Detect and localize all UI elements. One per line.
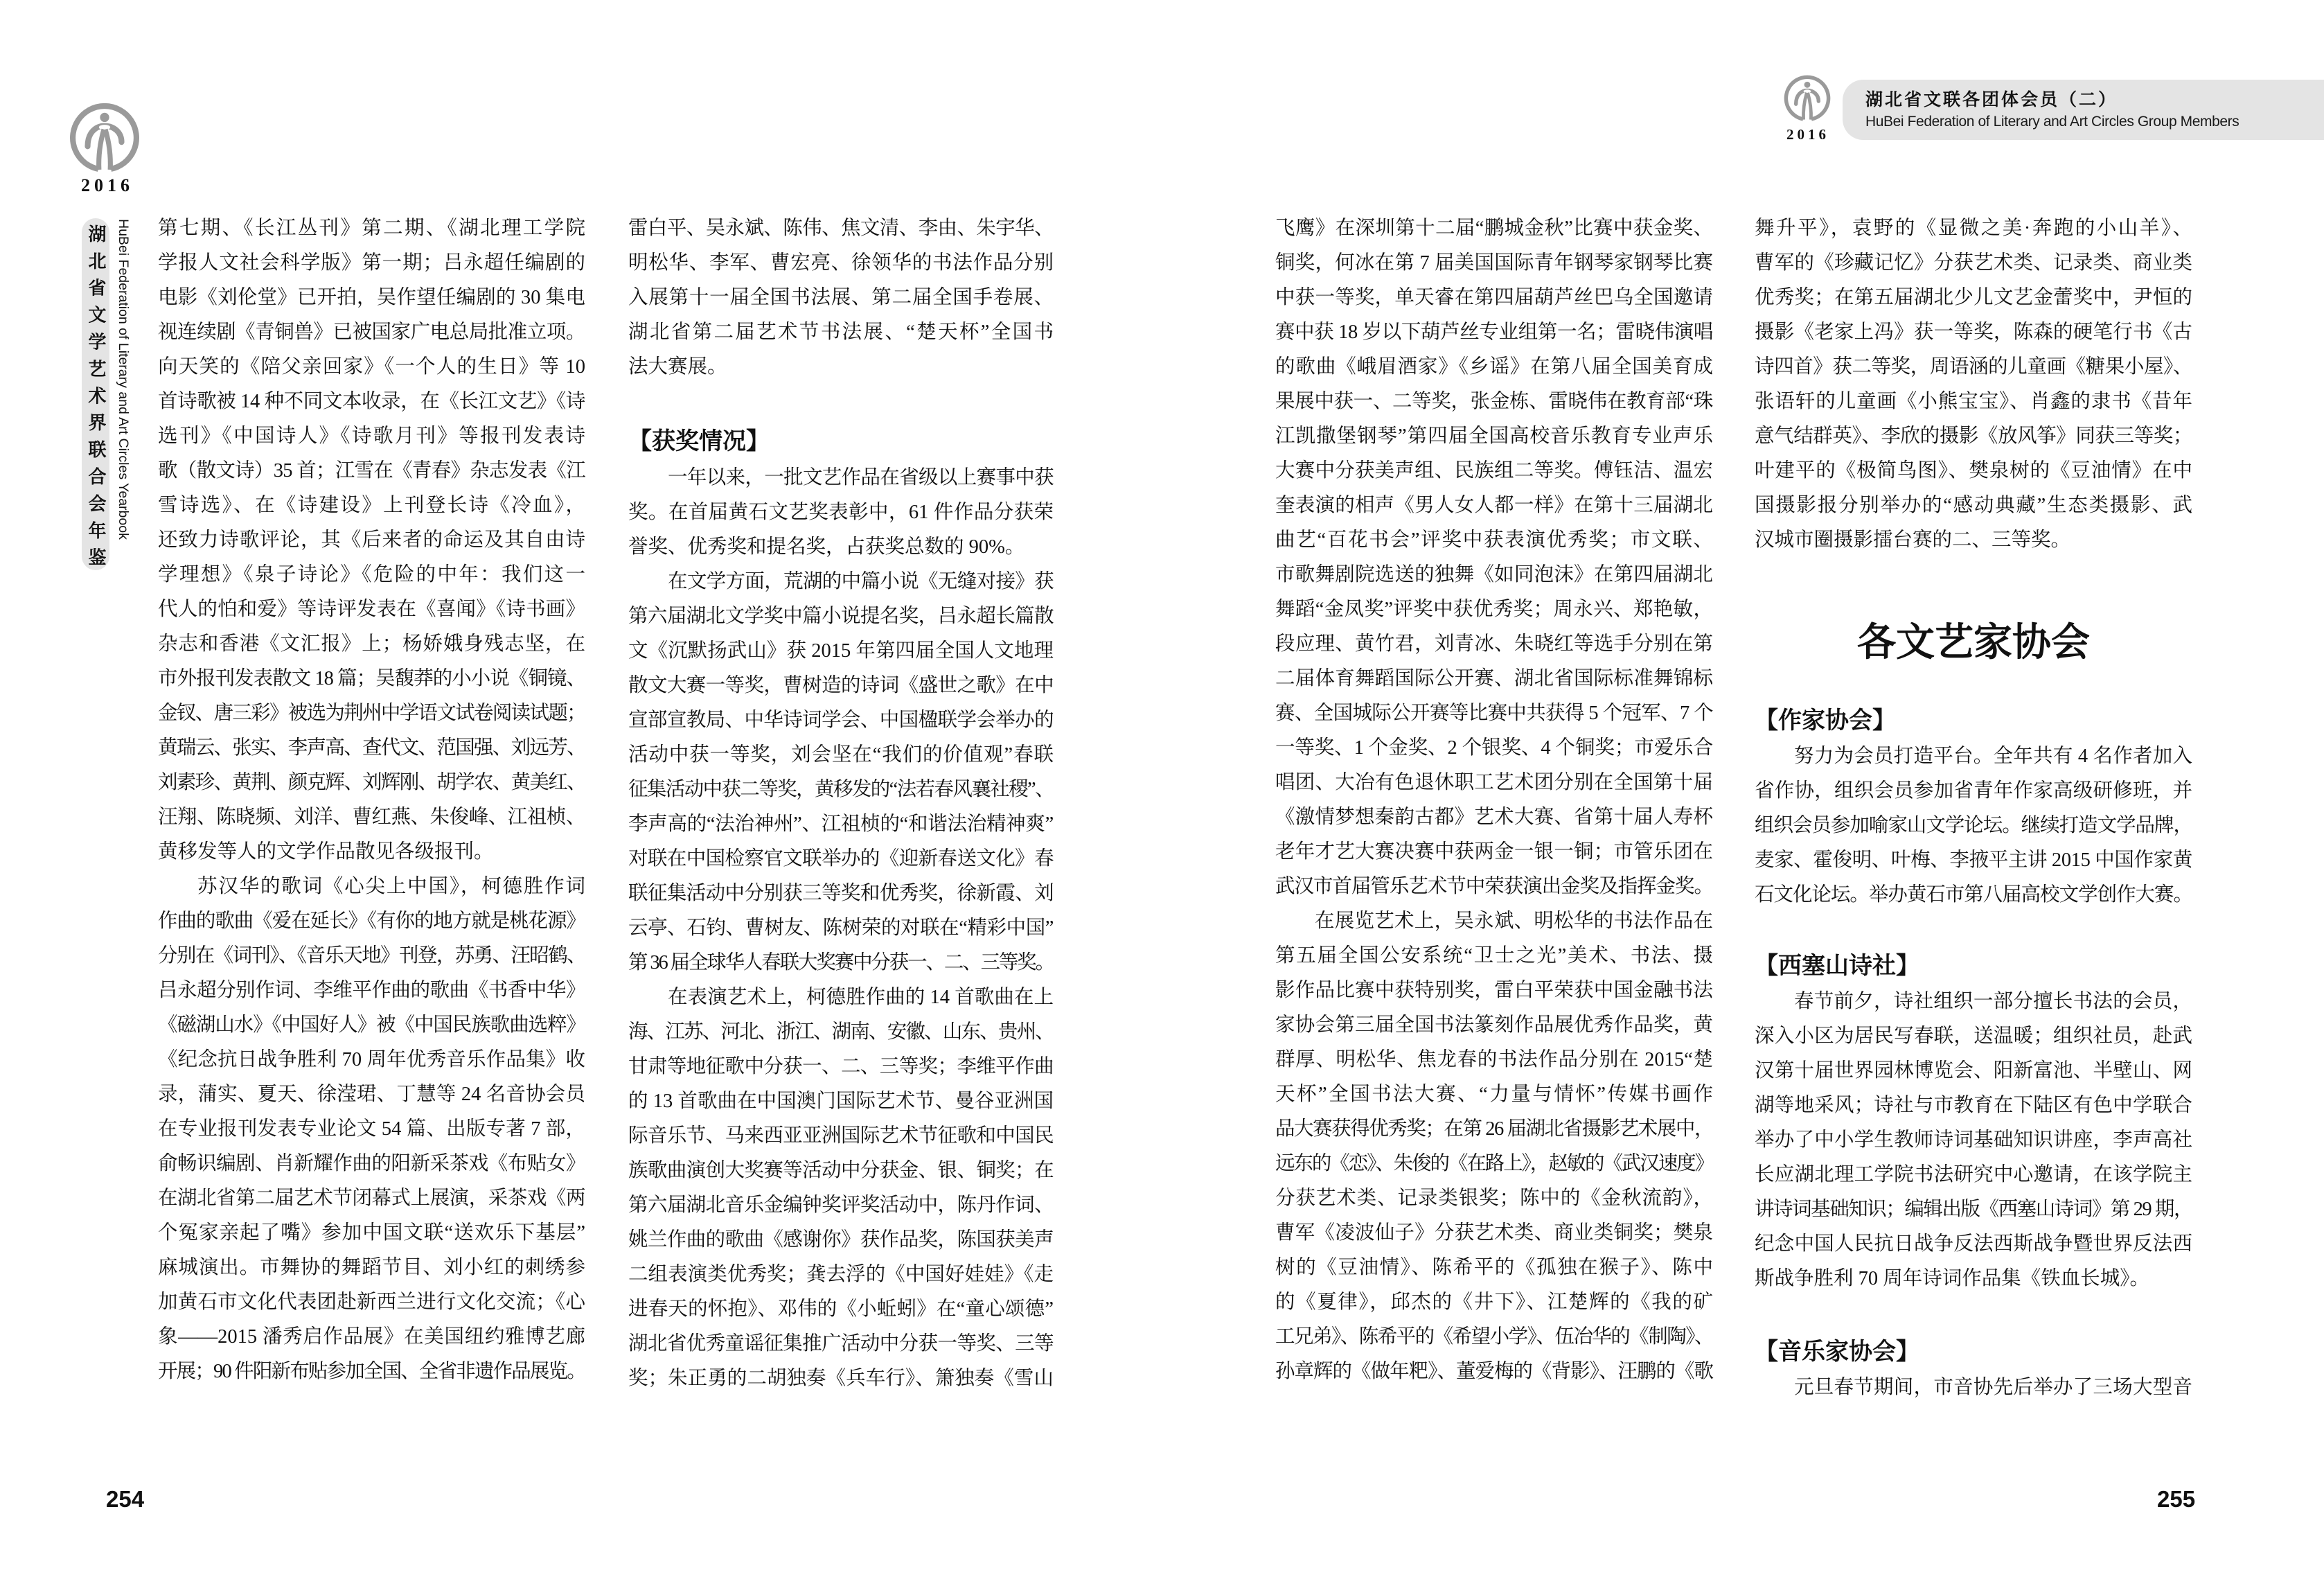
text-line: 湖北省第二届艺术节书法展、“楚天杯”全国书 xyxy=(628,321,1054,343)
text-line: 奎表演的相声《男人女人都一样》在第十三届湖北 xyxy=(1275,495,1713,516)
emblem-year: 2016 xyxy=(81,175,134,195)
text-line: 宣部宣教局、中华诗词学会、中国楹联学会举办的 xyxy=(628,709,1054,731)
text-line: 黄移发等人的文学作品散见各级报刊。 xyxy=(158,841,494,863)
text-line: 曲艺“百花书会”评奖中获表演优秀奖；市文联、 xyxy=(1275,529,1713,551)
text-line: 老年才艺大赛决赛中获两金一银一铜；市管乐团在 xyxy=(1275,841,1713,863)
section-musicians-association xyxy=(1755,1334,2192,1405)
text-line: 春节前夕，诗社组织一部分擅长书法的会员， xyxy=(1794,991,2192,1012)
text-line: 曹军的《珍藏记忆》分获艺术类、记录类、商业类 xyxy=(1755,252,2192,274)
text-line: 《激情梦想秦韵古都》艺术大赛、省第十届人寿杯 xyxy=(1275,806,1713,828)
text-line: 作曲的歌曲《爱在延长》《有你的地方就是桃花源》 xyxy=(158,910,585,932)
federation-emblem-icon xyxy=(1784,75,1831,122)
text-line: 工兄弟》、陈希平的《希望小学》、伍冶华的《制陶》、 xyxy=(1275,1326,1713,1348)
text-line: 段应理、黄竹君，刘青冰、朱晓红等选手分别在第 xyxy=(1275,633,1713,655)
text-line: 赛中获 18 岁以下葫芦丝专业组第一名；雷晓伟演唱 xyxy=(1275,321,1713,343)
text-line: 刘素珍、黄荆、颜克辉、刘辉刚、胡学农、黄美红、 xyxy=(158,772,585,793)
text-line: 象——2015 潘秀启作品展》在美国纽约雅博艺廊 xyxy=(158,1326,585,1348)
text-line: 二组表演类优秀奖；龚去浮的《中国好娃娃》《走 xyxy=(628,1264,1054,1285)
paragraph xyxy=(1755,211,2192,558)
text-line: 入展第十一届全国书法展、第二届全国手卷展、 xyxy=(628,287,1054,308)
text-line: 品大赛获得优秀奖；在第 26 届湖北省摄影艺术展中， xyxy=(1275,1118,1713,1140)
column-4-part-1 xyxy=(1755,211,2192,558)
text-line: 湖北省优秀童谣征集推广活动中分获一等奖、三等 xyxy=(628,1333,1054,1355)
text-line: 散文大赛一等奖，曹树造的诗词《盛世之歌》在中 xyxy=(628,675,1054,696)
text-line: 曹军《凌波仙子》分获艺术类、商业类铜奖；樊泉 xyxy=(1275,1222,1713,1244)
text-line: 摄影《老家上冯》获一等奖，陈森的硬笔行书《古 xyxy=(1755,321,2192,343)
header-emblem-year: 2016 xyxy=(1786,126,1829,143)
text-line: 麦家、霍俊明、叶梅、李掖平主讲 2015 中国作家黄 xyxy=(1755,849,2192,871)
paragraph xyxy=(1275,904,1713,1389)
text-line: 个冤家亲起了嘴》参加中国文联“送欢乐下基层” xyxy=(158,1222,585,1244)
text-line: 省作协，组织会员参加省青年作家高级研修班，并 xyxy=(1755,780,2192,802)
text-line: 大赛中分获美声组、民族组二等奖。傅钰洁、温宏 xyxy=(1275,460,1713,482)
column-3 xyxy=(1275,211,1713,1389)
text-line: 进春天的怀抱》、邓伟的《小蚯蚓》在“童心颂德” xyxy=(628,1298,1054,1320)
text-line: 分获艺术类、记录类银奖；陈中的《金秋流韵》， xyxy=(1275,1188,1713,1209)
text-line: 姚兰作曲的歌曲《感谢你》获作品奖，陈国获美声 xyxy=(628,1229,1054,1251)
text-line: 奖。在首届黄石文艺奖表彰中，61 件作品分获荣 xyxy=(628,502,1054,523)
paragraph xyxy=(628,461,1054,565)
text-line: 第七期、《长江丛刊》第二期、《湖北理工学院 xyxy=(158,218,585,239)
text-line: 在表演艺术上，柯德胜作曲的 14 首歌曲在上 xyxy=(668,987,1054,1008)
paragraph xyxy=(1755,739,2192,912)
text-line: 在专业报刊发表专业论文 54 篇、出版专著 7 部， xyxy=(158,1118,585,1140)
section-heading: 【作家协会】 xyxy=(1755,707,1896,734)
text-line: 奖；朱正勇的二胡独奏《兵车行》、箫独奏《雪山 xyxy=(628,1368,1054,1389)
text-line: 唱团、大冶有色退休职工艺术团分别在全国第十届 xyxy=(1275,772,1713,793)
text-line: 国摄影报分别举办的“感动典藏”生态类摄影、武 xyxy=(1755,495,2192,516)
text-line: 《纪念抗日战争胜利 70 周年优秀音乐作品集》收 xyxy=(158,1049,585,1070)
text-line: 歌（散文诗）35 首；江雪在《青春》杂志发表《江 xyxy=(158,460,585,482)
page-number-right: 255 xyxy=(2157,1486,2196,1512)
column-2-part-1 xyxy=(628,211,1054,385)
text-line: 麻城演出。市舞协的舞蹈节目、刘小红的刺绣参 xyxy=(158,1257,585,1278)
text-line: 学理想》《泉子诗论》《危险的中年：我们这一 xyxy=(158,564,585,585)
paragraph xyxy=(1275,211,1713,904)
text-line: 优秀奖；在第五届湖北少儿文艺金蕾奖中，尹恒的 xyxy=(1755,287,2192,308)
emblem-graphic xyxy=(69,103,140,173)
sidebar-title-en: HuBei Federation of Literary and Art Circles Yearbook xyxy=(116,219,131,540)
text-line: 舞升平》，袁野的《显微之美·奔跑的小山羊》、 xyxy=(1755,218,2192,239)
column-1 xyxy=(158,211,585,1389)
text-line: 举办了中小学生教师诗词基础知识讲座，李声高社 xyxy=(1755,1129,2192,1151)
text-line: 视连续剧《青铜兽》已被国家广电总局批准立项。 xyxy=(158,321,585,343)
text-line: 长应湖北理工学院书法研究中心邀请，在该学院主 xyxy=(1755,1164,2192,1185)
text-line: 纪念中国人民抗日战争反法西斯战争暨世界反法西 xyxy=(1755,1233,2192,1255)
text-line: 孙章辉的《做年粑》、董爱梅的《背影》、汪鹏的《歌 xyxy=(1275,1361,1713,1382)
text-line: 汉第十届世界园林博览会、阳新富池、半壁山、网 xyxy=(1755,1060,2192,1082)
text-line: 际音乐节、马来西亚亚洲国际艺术节征歌和中国民 xyxy=(628,1125,1054,1147)
text-line: 雷白平、吴永斌、陈伟、焦文清、李由、朱宇华、 xyxy=(628,218,1054,239)
text-line: 金钗、唐三彩》被选为荆州中学语文试卷阅读试题； xyxy=(158,703,585,724)
section-body xyxy=(1755,985,2192,1296)
text-line: 讲诗词基础知识；编辑出版《西塞山诗词》第 29 期， xyxy=(1755,1199,2192,1220)
text-line: 代人的怕和爱》等诗评发表在《喜闻》《诗书画》 xyxy=(158,599,585,620)
text-line: 苏汉华的歌词《心尖上中国》，柯德胜作词 xyxy=(197,876,585,897)
page-number-left: 254 xyxy=(106,1486,145,1512)
text-line: 二届体育舞蹈国际公开赛、湖北省国际标准舞锦标 xyxy=(1275,668,1713,689)
paragraph xyxy=(158,870,585,1389)
federation-emblem-icon xyxy=(69,103,140,173)
text-line: 石文化论坛。举办黄石市第八届高校文学创作大赛。 xyxy=(1755,884,2192,906)
text-line: 中获一等奖，单天睿在第四届葫芦丝巴乌全国邀请 xyxy=(1275,287,1713,308)
paragraph xyxy=(158,211,585,870)
text-line: 开展；90 件阳新布贴参加全国、全省非遗作品展览。 xyxy=(158,1361,585,1382)
text-line: 对联在中国检察官文联举办的《迎新春送文化》春 xyxy=(628,848,1054,870)
header-title-cn: 湖北省文联各团体会员（二） xyxy=(1865,91,2118,109)
text-line: 云亭、石钧、曹树友、陈树荣的对联在“精彩中国” xyxy=(628,917,1054,939)
paragraph xyxy=(1755,1370,2192,1405)
text-line: 《磁湖山水》《中国好人》被《中国民族歌曲选粹》 xyxy=(158,1014,585,1036)
text-line: 雪诗选》、在《诗建设》上刊登长诗《冷血》， xyxy=(158,495,585,516)
text-line: 法大赛展。 xyxy=(628,356,727,378)
paragraph xyxy=(628,980,1054,1396)
text-line: 武汉市首届管乐艺术节中荣获演出金奖及指挥金奖。 xyxy=(1275,876,1713,897)
text-line: 吕永超分别作词、李维平作曲的歌曲《书香中华》 xyxy=(158,980,585,1001)
text-line: 第六届湖北音乐金编钟奖评奖活动中，陈丹作词、 xyxy=(628,1194,1054,1216)
text-line: 族歌曲演创大奖赛等活动中分获金、银、铜奖；在 xyxy=(628,1160,1054,1181)
text-line: 第六届湖北文学奖中篇小说提名奖，吕永超长篇散 xyxy=(628,606,1054,627)
text-line: 远东的《恋》、朱俊的《在路上》，赵敏的《武汉速度》 xyxy=(1275,1153,1713,1174)
text-line: 江凯撒堡钢琴”第四届全国高校音乐教育专业声乐 xyxy=(1275,425,1713,447)
text-line: 文《沉默扬武山》获 2015 年第四届全国人文地理 xyxy=(628,640,1054,662)
text-line: 明松华、李军、曹宏亮、徐领华的书法作品分别 xyxy=(628,252,1054,274)
text-line: 的歌曲《峨眉酒家》《乡谣》在第八届全国美育成 xyxy=(1275,356,1713,378)
section-body xyxy=(1755,739,2192,912)
text-line: 黄瑞云、张实、李声高、查代文、范国强、刘远芳、 xyxy=(158,737,585,759)
text-line: 的 13 首歌曲在中国澳门国际艺术节、曼谷亚洲国 xyxy=(628,1091,1054,1112)
text-line: 征集活动中获二等奖，黄移发的“法若春风襄社稷”、 xyxy=(628,779,1054,800)
text-line: 深入小区为居民写春联，送温暖；组织社员，赴武 xyxy=(1755,1025,2192,1047)
text-line: 市歌舞剧院选送的独舞《如同泡沫》在第四届湖北 xyxy=(1275,564,1713,585)
text-line: 天杯”全国书法大赛、“力量与情怀”传媒书画作 xyxy=(1275,1084,1713,1105)
section-heading: 【音乐家协会】 xyxy=(1755,1339,1919,1365)
text-line: 李声高的“法治神州”、江祖桢的“和谐法治精神爽” xyxy=(628,813,1054,835)
text-line: 斯战争胜利 70 周年诗词作品集《铁血长城》。 xyxy=(1755,1268,2150,1289)
text-line: 张语轩的儿童画《小熊宝宝》、肖鑫的隶书《昔年 xyxy=(1755,391,2192,412)
text-line: 一年以来，一批文艺作品在省级以上赛事中获 xyxy=(668,467,1054,488)
section-writers-association xyxy=(1755,703,2192,912)
text-line: 俞畅识编剧、肖新耀作曲的阳新采茶戏《布贴女》 xyxy=(158,1153,585,1174)
paragraph xyxy=(628,211,1054,385)
text-line: 元旦春节期间，市音协先后举办了三场大型音 xyxy=(1794,1377,2192,1398)
text-line: 汉城市圈摄影擂台赛的二、三等奖。 xyxy=(1755,529,2071,551)
text-line: 飞鹰》在深圳第十二届“鹏城金秋”比赛中获金奖、 xyxy=(1275,218,1713,239)
text-line: 叶建平的《极简鸟图》、樊泉树的《豆油情》在中 xyxy=(1755,460,2192,482)
text-line: 第 36 届全球华人春联大奖赛中分获一、二、三等奖。 xyxy=(628,952,1054,973)
text-line: 分别在《词刊》、《音乐天地》刊登，苏勇、汪昭鹤、 xyxy=(158,945,585,967)
text-line: 树的《豆油情》、陈希平的《孤独在猴子》、陈中 xyxy=(1275,1257,1713,1278)
sidebar-title-cn: 湖北省文学艺术界联合会年鉴 xyxy=(82,218,109,570)
section-heading-awards: 【获奖情况】 xyxy=(628,428,770,455)
text-line: 的《夏律》，邱杰的《井下》、江楚辉的《我的矿 xyxy=(1275,1291,1713,1313)
text-line: 在湖北省第二届艺术节闭幕式上展演，采茶戏《两 xyxy=(158,1188,585,1209)
text-line: 还致力诗歌评论，其《后来者的命运及其自由诗 xyxy=(158,529,585,551)
paragraph xyxy=(1755,985,2192,1296)
text-line: 学报人文社会科学版》第一期；吕永超任编剧的 xyxy=(158,252,585,274)
text-line: 向天笑的《陪父亲回家》《一个人的生日》等 10 xyxy=(158,356,585,378)
text-line: 活动中获一等奖，刘会坚在“我们的价值观”春联 xyxy=(628,744,1054,766)
text-line: 铜奖，何冰在第 7 届美国国际青年钢琴家钢琴比赛 xyxy=(1275,252,1713,274)
chapter-title: 各文艺家协会 xyxy=(1857,620,2090,664)
text-line: 在文学方面，荒湖的中篇小说《无缝对接》获 xyxy=(668,571,1054,592)
text-line: 努力为会员打造平台。全年共有 4 名作者加入 xyxy=(1794,746,2192,767)
column-2-part-2 xyxy=(628,461,1054,1396)
text-line: 誉奖、优秀奖和提名奖，占获奖总数的 90%。 xyxy=(628,536,1025,558)
text-line: 电影《刘伦堂》已开拍，吴作望任编剧的 30 集电 xyxy=(158,287,585,308)
text-line: 第五届全国公安系统“卫士之光”美术、书法、摄 xyxy=(1275,945,1713,967)
text-line: 果展中获一、二等奖，张金栋、雷晓伟在教育部“珠 xyxy=(1275,391,1713,412)
text-line: 组织会员参加喻家山文学论坛。继续打造文学品牌， xyxy=(1755,815,2192,836)
text-line: 在展览艺术上，吴永斌、明松华的书法作品在 xyxy=(1315,910,1713,932)
text-line: 选刊》《中国诗人》《诗歌月刊》等报刊发表诗 xyxy=(158,425,585,447)
text-line: 杂志和香港《文汇报》上；杨娇娥身残志坚，在 xyxy=(158,633,585,655)
text-line: 加黄石市文化代表团赴新西兰进行文化交流；《心 xyxy=(158,1291,585,1313)
text-line: 联征集活动中分别获三等奖和优秀奖，徐新霞、刘 xyxy=(628,883,1054,904)
text-line: 首诗歌被 14 种不同文本收录，在《长江文艺》《诗 xyxy=(158,391,585,412)
text-line: 舞蹈“金凤奖”评奖中获优秀奖；周永兴、郑艳敏， xyxy=(1275,599,1713,620)
text-line: 录，蒲实、夏天、徐滢珺、丁慧等 24 名音协会员 xyxy=(158,1084,585,1105)
emblem-graphic xyxy=(1784,75,1831,122)
text-line: 意气结群英》、李欣的摄影《放风筝》同获三等奖； xyxy=(1755,425,2192,447)
text-line: 群厚、明松华、焦龙春的书法作品分别在 2015“楚 xyxy=(1275,1049,1713,1070)
text-line: 一等奖、1 个金奖、2 个银奖、4 个铜奖；市爱乐合 xyxy=(1275,737,1713,759)
text-line: 海、江苏、河北、浙江、湖南、安徽、山东、贵州、 xyxy=(628,1021,1054,1043)
text-line: 甘肃等地征歌中分获一、二、三等奖；李维平作曲 xyxy=(628,1056,1054,1077)
paragraph xyxy=(628,565,1054,980)
text-line: 家协会第三届全国书法篆刻作品展优秀作品奖，黄 xyxy=(1275,1014,1713,1036)
text-line: 湖等地采风；诗社与市教育在下陆区有色中学联合 xyxy=(1755,1095,2192,1116)
header-title-en: HuBei Federation of Literary and Art Circles Group Members xyxy=(1865,114,2239,130)
text-line: 诗四首》获二等奖，周语涵的儿童画《糖果小屋》、 xyxy=(1755,356,2192,378)
section-xisaishan-poetry-society xyxy=(1755,949,2192,1296)
text-line: 汪翔、陈晓频、刘洋、曹红燕、朱俊峰、江祖桢、 xyxy=(158,806,585,828)
text-line: 影作品比赛中获特别奖，雷白平荣获中国金融书法 xyxy=(1275,980,1713,1001)
section-heading: 【西塞山诗社】 xyxy=(1755,953,1919,979)
section-body xyxy=(1755,1370,2192,1405)
text-line: 市外报刊发表散文 18 篇；吴馥莽的小小说《铜镜、 xyxy=(158,668,585,689)
text-line: 赛、全国城际公开赛等比赛中共获得 5 个冠军、7 个 xyxy=(1275,703,1713,724)
